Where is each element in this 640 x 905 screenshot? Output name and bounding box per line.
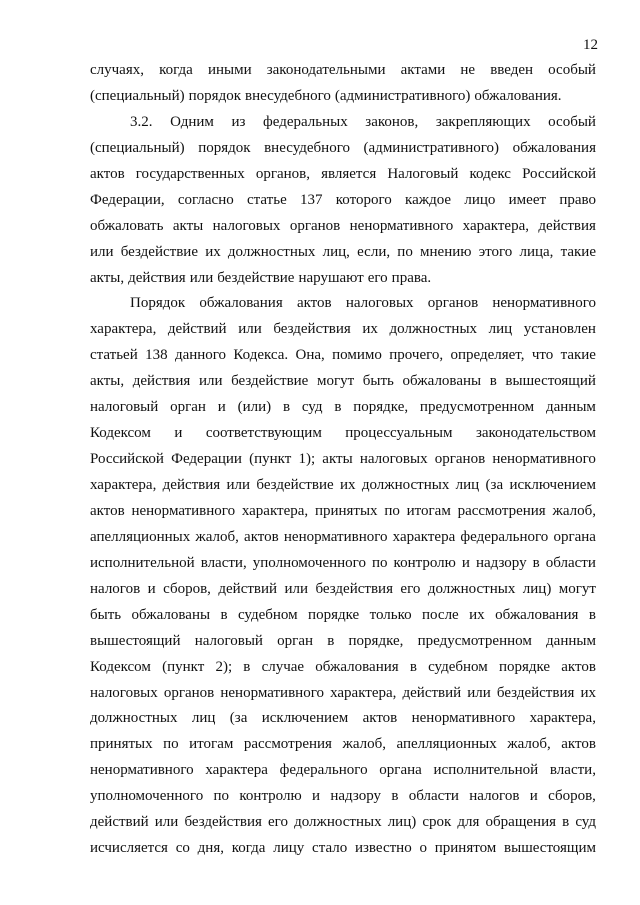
paragraph (90, 58, 596, 110)
text-line: быть обжалованы в судебном порядке только после их обжалования в (90, 606, 596, 623)
text-line: апелляционных жалоб, актов ненормативного характера федерального органа (90, 528, 596, 545)
text-line: или бездействие их должностных лиц, если, по мнению этого лица, такие (90, 243, 596, 260)
text-line: уполномоченного по контролю и надзору в области налогов и сборов, (90, 788, 596, 805)
text-line: Федерации, согласно статье 137 которого каждое лицо имеет право (90, 191, 596, 208)
text-line: действий или бездействия его должностных лиц) срок для обращения в суд (90, 814, 596, 831)
text-line: случаях, когда иными законодательными актами не введен особый (90, 62, 596, 78)
text-line: Кодексом и соответствующим процессуальным законодательством (90, 425, 596, 442)
paragraph (90, 110, 596, 292)
text-line: исполнительной власти, уполномоченного по контролю и надзору в области (90, 554, 596, 571)
text-line: характера, действий или бездействия их должностных лиц установлен (90, 321, 596, 338)
text-line: Кодексом (пункт 2); в случае обжалования в судебном порядке актов (90, 658, 596, 675)
text-line: актов ненормативного характера, принятых по итогам рассмотрения жалоб, (90, 502, 596, 519)
text-line: налоговый орган и (или) в суд в порядке, предусмотренном данным (90, 399, 596, 416)
text-line: характера, действия или бездействие их должностных лиц (за исключением (90, 477, 596, 493)
text-line: должностных лиц (за исключением актов ненормативного характера, (90, 710, 596, 727)
text-line: статьей 138 данного Кодекса. Она, помимо прочего, определяет, что такие (90, 347, 596, 364)
text-line: Порядок обжалования актов налоговых органов ненормативного (130, 295, 596, 312)
text-line: 3.2. Одним из федеральных законов, закрепляющих особый (130, 113, 596, 130)
page-number: 12 (583, 37, 598, 53)
text-line: вышестоящий налоговый орган в порядке, предусмотренном данным (90, 632, 596, 649)
text-line: исчисляется со дня, когда лицу стало известно о принятом вышестоящим (90, 840, 596, 857)
text-line: ненормативного характера федерального органа исполнительной власти, (90, 762, 596, 779)
text-line: акты, действия или бездействие нарушают его права. (90, 269, 432, 286)
text-line: Российской Федерации (пункт 1); акты налоговых органов ненормативного (90, 451, 596, 468)
text-line: акты, действия или бездействие могут быть обжалованы в вышестоящий (90, 373, 596, 390)
text-line: принятых по итогам рассмотрения жалоб, апелляционных жалоб, актов (90, 736, 596, 753)
text-line: налогов и сборов, действий или бездействия его должностных лиц) могут (90, 580, 596, 597)
text-line: актов государственных органов, является Налоговый кодекс Российской (90, 165, 596, 182)
text-line: налоговых органов ненормативного характера, действий или бездействия их (90, 684, 596, 701)
paragraph (90, 291, 596, 862)
document-body (90, 58, 596, 862)
text-line: обжаловать акты налоговых органов ненормативного характера, действия (90, 217, 596, 234)
text-line: (специальный) порядок внесудебного (административного) обжалования. (90, 87, 562, 104)
text-line: (специальный) порядок внесудебного (административного) обжалования (90, 139, 596, 156)
